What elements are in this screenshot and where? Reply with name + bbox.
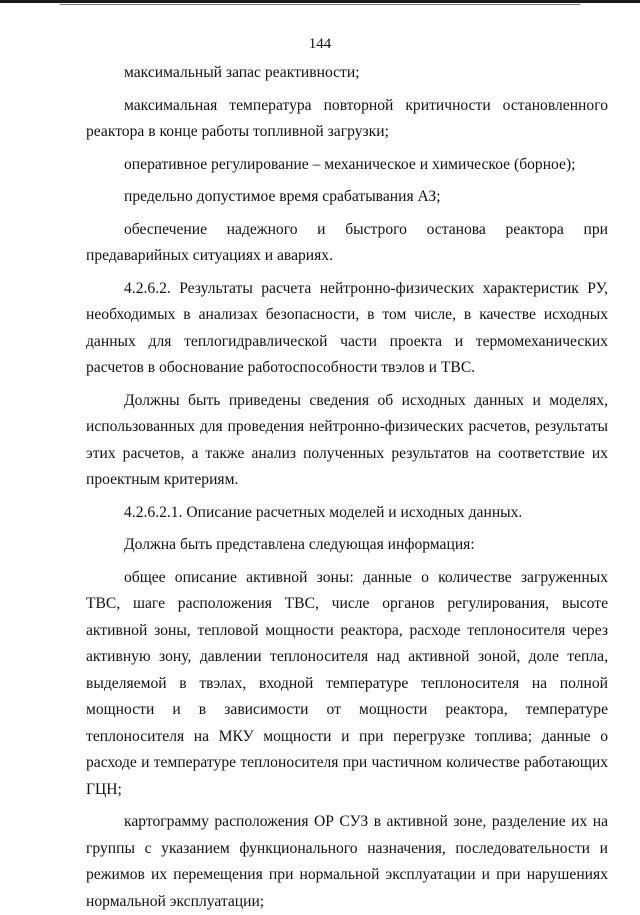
paragraph: Должны быть приведены сведения об исходных данных и моделях, использованных для проведения нейтронно-физических расчетов, результаты этих расчетов, а также анализ полученных результатов на соответствие их проектным критериям. <box>86 391 608 488</box>
paragraph: картограмму расположения ОР СУЗ в активной зоне, разделение их на группы с указанием функционального назначения, последовательности и режимов их перемещения при нормальной эксплуатации и при нарушениях нормальной эксплуатации; <box>86 813 608 910</box>
paragraph: предельно допустимое время срабатывания АЗ; <box>124 188 441 205</box>
scan-top-line <box>60 4 580 5</box>
paragraph: обеспечение надежного и быстрого останова реактора при предаварийных ситуациях и авариях. <box>86 220 608 264</box>
subsection-heading: 4.2.6.2.1. Описание расчетных моделей и исходных данных. <box>124 503 523 521</box>
document-body <box>86 60 608 915</box>
section-paragraph: 4.2.6.2. Результаты расчета нейтронно-физических характеристик РУ, необходимых в анализах безопасности, в том числе, в качестве исходных данных для теплогидравлической части проекта и термомеханических расчетов в обоснование работоспособности твэлов и ТВС. <box>86 279 608 376</box>
paragraph: максимальная температура повторной критичности остановленного реактора в конце работы топливной загрузки; <box>86 96 608 140</box>
paragraph: общее описание активной зоны: данные о количестве загруженных ТВС, шаге расположения ТВС, числе органов регулирования, высоте активной зоны, тепловой мощности реактора, расходе теплоносителя через активную зону, давлении теплоносителя над активной зоной, доле тепла, выделяемой в твэлах, входной температуре теплоносителя на полной мощности и в зависимости от мощности реактора, температуре теплоносителя на МКУ мощности и при перегрузке топлива; данные о расходе и температуре теплоносителя при частичном количестве работающих ГЦН; <box>86 568 608 798</box>
paragraph: оперативное регулирование – механическое и химическое (борное); <box>124 155 576 173</box>
paragraph: максимальный запас реактивности; <box>124 64 360 81</box>
paragraph: Должна быть представлена следующая информация: <box>124 536 475 553</box>
page-number: 144 <box>308 36 332 52</box>
scan-top-edge <box>0 0 640 3</box>
